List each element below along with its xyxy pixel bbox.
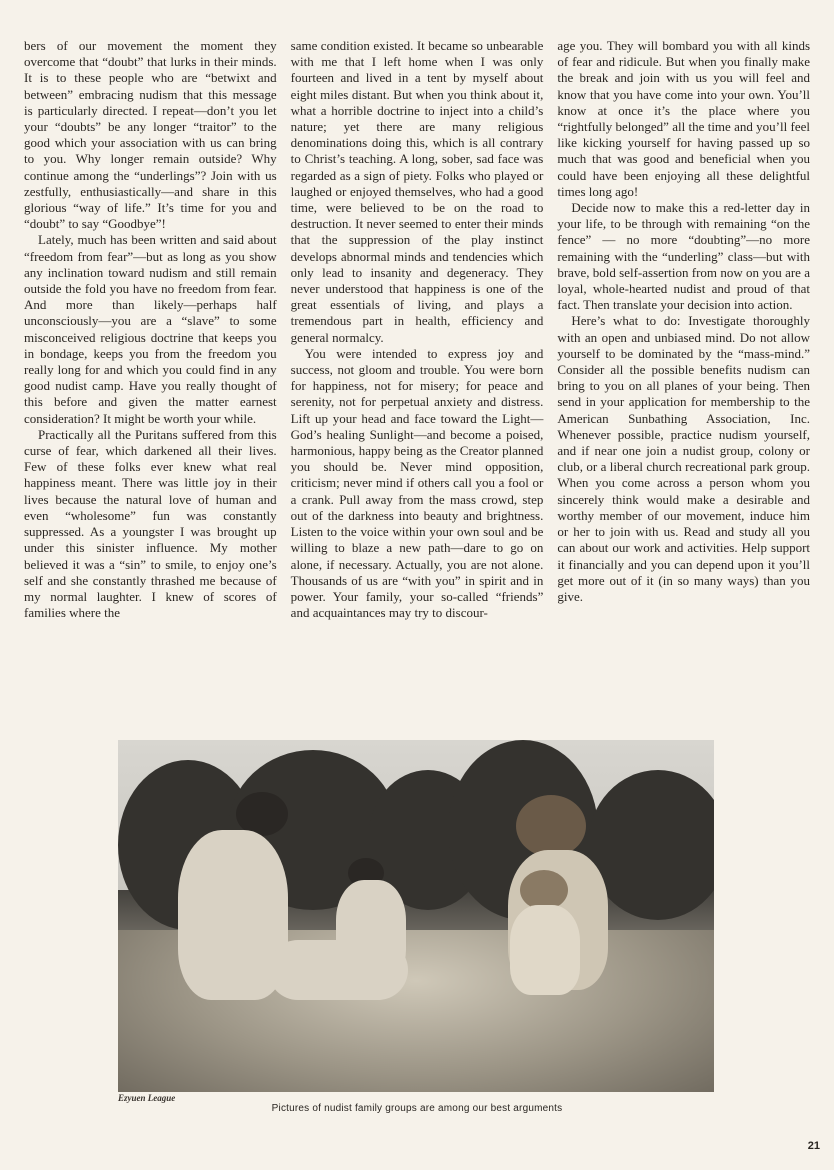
photo-caption: Pictures of nudist family groups are among our best arguments bbox=[271, 1103, 563, 1114]
photo-person bbox=[336, 880, 406, 980]
article-body bbox=[24, 38, 810, 718]
photo-person bbox=[516, 795, 586, 857]
paragraph: You were intended to express joy and success, not gloom and trouble. You were born for happiness, not for misery; for peace and serenity, not for perpetual anxiety and distress. Lift up your head and face toward the Light—God’s healing Sunlight—and become a poised, harmonious, happy being as the Creator planned you should be. Never mind opposition, criticism; never mind if others call you a fool or a crank. Pull away from the mass crowd, step out of the darkness into beauty and brightness. Listen to the voice within your own soul and be willing to blaze a new path—dare to go on alone, if necessary. Actually, you are not alone. Thousands of us are “with you” in spirit and in power. Your family, your so-called “friends” and acquaintances may try to discour- bbox=[290, 345, 544, 621]
column-1 bbox=[24, 38, 277, 718]
column-2 bbox=[291, 38, 544, 718]
photo-credit: Ezyuen League bbox=[118, 1093, 176, 1103]
paragraph: Decide now to make this a red-letter day in your life, to be through with remaining “on the fence” — no more “doubting”—no more remaining with the “underling” class—but with brave, bold self-assertion from now on you are a loyal, whole-hearted nudist and proud of that fact. Then translate your decision into action. bbox=[557, 200, 811, 313]
paragraph: bers of our movement the moment they overcome that “doubt” that lurks in their minds. It is to these people who are “betwixt and between” embracing nudism that this message is particularly directed. I repeat—don’t you let your “doubts” be any longer “traitor” to the good which your association with us can bring to you. Why longer remain outside? Why continue among the “underlings”? Join with us zestfully, enthusiastically—and share in this glorious “way of life.” It’s time for you and “doubt” to say “Goodbye”! bbox=[24, 38, 277, 232]
photo-person bbox=[520, 870, 568, 910]
photo-person bbox=[510, 905, 580, 995]
family-photo bbox=[118, 740, 714, 1092]
paragraph: age you. They will bombard you with all kinds of fear and ridicule. But when you finally make the break and join with us you will feel and know that you have come into your own. You’ll know at once it’s the place where you “rightfully belonged” all the time and you’ll feel like kicking yourself for having passed up so much that was good and beneficial when you could have been enjoying all these delightful times long ago! bbox=[557, 38, 811, 199]
paragraph: Here’s what to do: Investigate thoroughly with an open and unbiased mind. Do not allow yourself to be dominated by the “mass-mind.” Consider all the possible benefits nudism can bring to you on all planes of your being. Then send in your application for membership to the American Sunbathing Association, Inc. Whenever possible, practice nudism yourself, and if near one join a nudist group, colony or club, or a liberal church recreational park group. When you come across a person whom you sincerely think would make a desirable and worthy member of our movement, induce him or her to join with us. Read and study all you can about our work and activities. Help support it financially and you can depend upon it you’ll get more out of it (in so many ways) than you give. bbox=[557, 313, 811, 604]
page-number: 21 bbox=[807, 1140, 820, 1152]
paragraph: same condition existed. It became so unbearable with me that I left home when I was only fourteen and lived in a tent by myself about eight miles distant. But when you think about it, what a horrible doctrine to inject into a child’s nature; yet there are many religious denominations doing this, which is all contrary to Christ’s teaching. A long, sober, sad face was regarded as a sign of piety. Folks who played or laughed or enjoyed themselves, who had a good time, were believed to be on the road to destruction. It never seemed to enter their minds that the suppression of the play instinct develops abnormal minds and tendencies which only lead to insanity and degeneracy. They never understood that happiness is one of the great essentials of living, and plays a tremendous part in health, efficiency and general normalcy. bbox=[290, 38, 544, 345]
paragraph: Lately, much has been written and said about “freedom from fear”—but as long as you show any inclination toward nudism and still remain outside the fold you have no freedom from fear. And more than likely—perhaps half unconsciously—you are a “slave” to some misconceived religious doctrine that keeps you in bondage, keeps you from the freedom you really long for and which you could find in any good nudist camp. Have you really thought of this before and given the matter earnest consideration? It might be worth your while. bbox=[24, 232, 277, 426]
column-3 bbox=[557, 38, 810, 718]
paragraph: Practically all the Puritans suffered from this curse of fear, which darkened all their lives. Few of these folks ever knew what real happiness meant. There was little joy in their lives because the natural love of human and even “wholesome” fun was constantly suppressed. As a youngster I was brought up under this sinister influence. My mother believed it was a “sin” to smile, to enjoy one’s self and she constantly thrashed me because of my normal laughter. I knew of scores of families where the bbox=[24, 426, 277, 621]
